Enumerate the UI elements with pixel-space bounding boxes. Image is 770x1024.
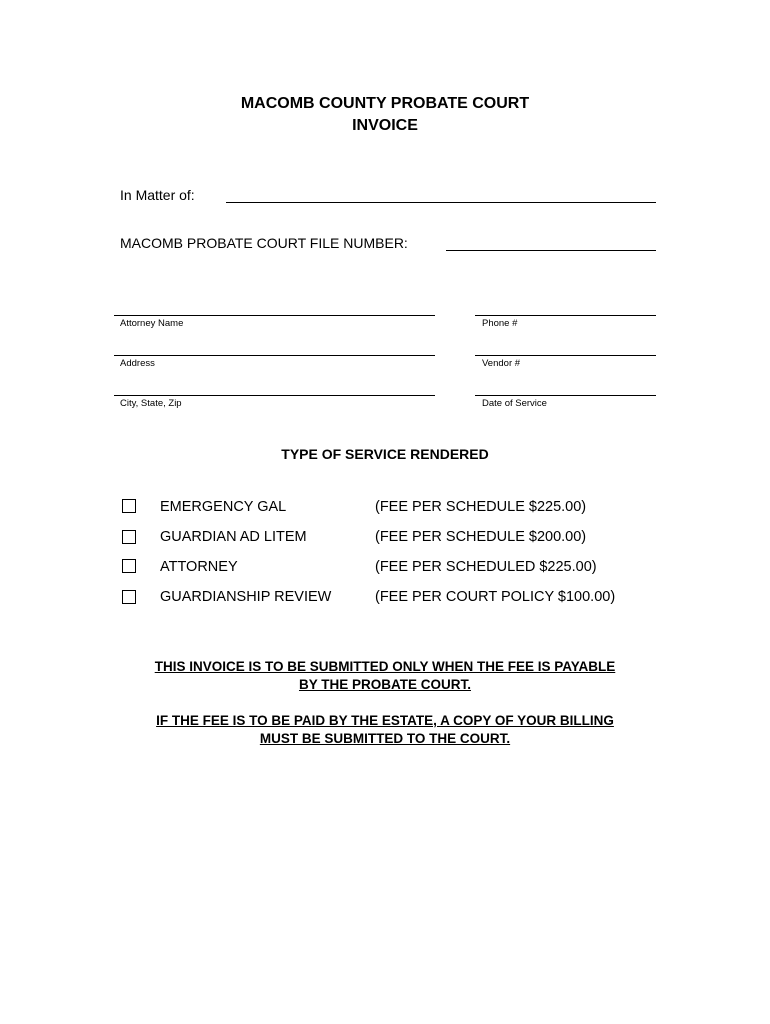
phone-label: Phone #	[482, 318, 518, 329]
date-of-service-label: Date of Service	[482, 398, 547, 409]
phone-field[interactable]	[475, 315, 656, 316]
notice-line: BY THE PROBATE COURT.	[298, 677, 471, 692]
notice-line: IF THE FEE IS TO BE PAID BY THE ESTATE, A COPY OF YOUR BILLING	[156, 713, 614, 728]
date-of-service-field[interactable]	[475, 395, 656, 396]
file-number-field[interactable]	[446, 250, 656, 251]
emergency-gal-checkbox[interactable]	[122, 499, 136, 513]
service-name: EMERGENCY GAL	[160, 499, 287, 515]
estate-notice	[100, 712, 670, 748]
service-fee: (FEE PER SCHEDULE $225.00)	[375, 499, 587, 515]
payable-notice	[100, 658, 670, 694]
invoice-title: INVOICE	[352, 117, 418, 134]
service-section-title: TYPE OF SERVICE RENDERED	[281, 446, 489, 462]
vendor-field[interactable]	[475, 355, 656, 356]
vendor-label: Vendor #	[482, 358, 521, 369]
service-name: ATTORNEY	[160, 559, 238, 575]
attorney-checkbox[interactable]	[122, 559, 136, 573]
service-name: GUARDIANSHIP REVIEW	[160, 589, 332, 605]
attorney-name-field[interactable]	[114, 315, 435, 316]
city-state-zip-field[interactable]	[114, 395, 435, 396]
matter-label: In Matter of:	[120, 187, 195, 203]
court-title: MACOMB COUNTY PROBATE COURT	[240, 95, 530, 112]
address-field[interactable]	[114, 355, 435, 356]
service-fee: (FEE PER SCHEDULE $200.00)	[375, 529, 587, 545]
guardian-ad-litem-checkbox[interactable]	[122, 530, 136, 544]
notice-line: THIS INVOICE IS TO BE SUBMITTED ONLY WHEN THE FEE IS PAYABLE	[154, 659, 616, 674]
attorney-name-label: Attorney Name	[120, 318, 184, 329]
file-number-label: MACOMB PROBATE COURT FILE NUMBER:	[120, 235, 408, 251]
service-fee: (FEE PER SCHEDULED $225.00)	[375, 559, 597, 575]
notice-line: MUST BE SUBMITTED TO THE COURT.	[259, 731, 511, 746]
city-state-zip-label: City, State, Zip	[120, 398, 182, 409]
address-label: Address	[120, 358, 155, 369]
service-name: GUARDIAN AD LITEM	[160, 529, 307, 545]
service-fee: (FEE PER COURT POLICY $100.00)	[375, 589, 616, 605]
guardianship-review-checkbox[interactable]	[122, 590, 136, 604]
matter-field[interactable]	[226, 202, 656, 203]
